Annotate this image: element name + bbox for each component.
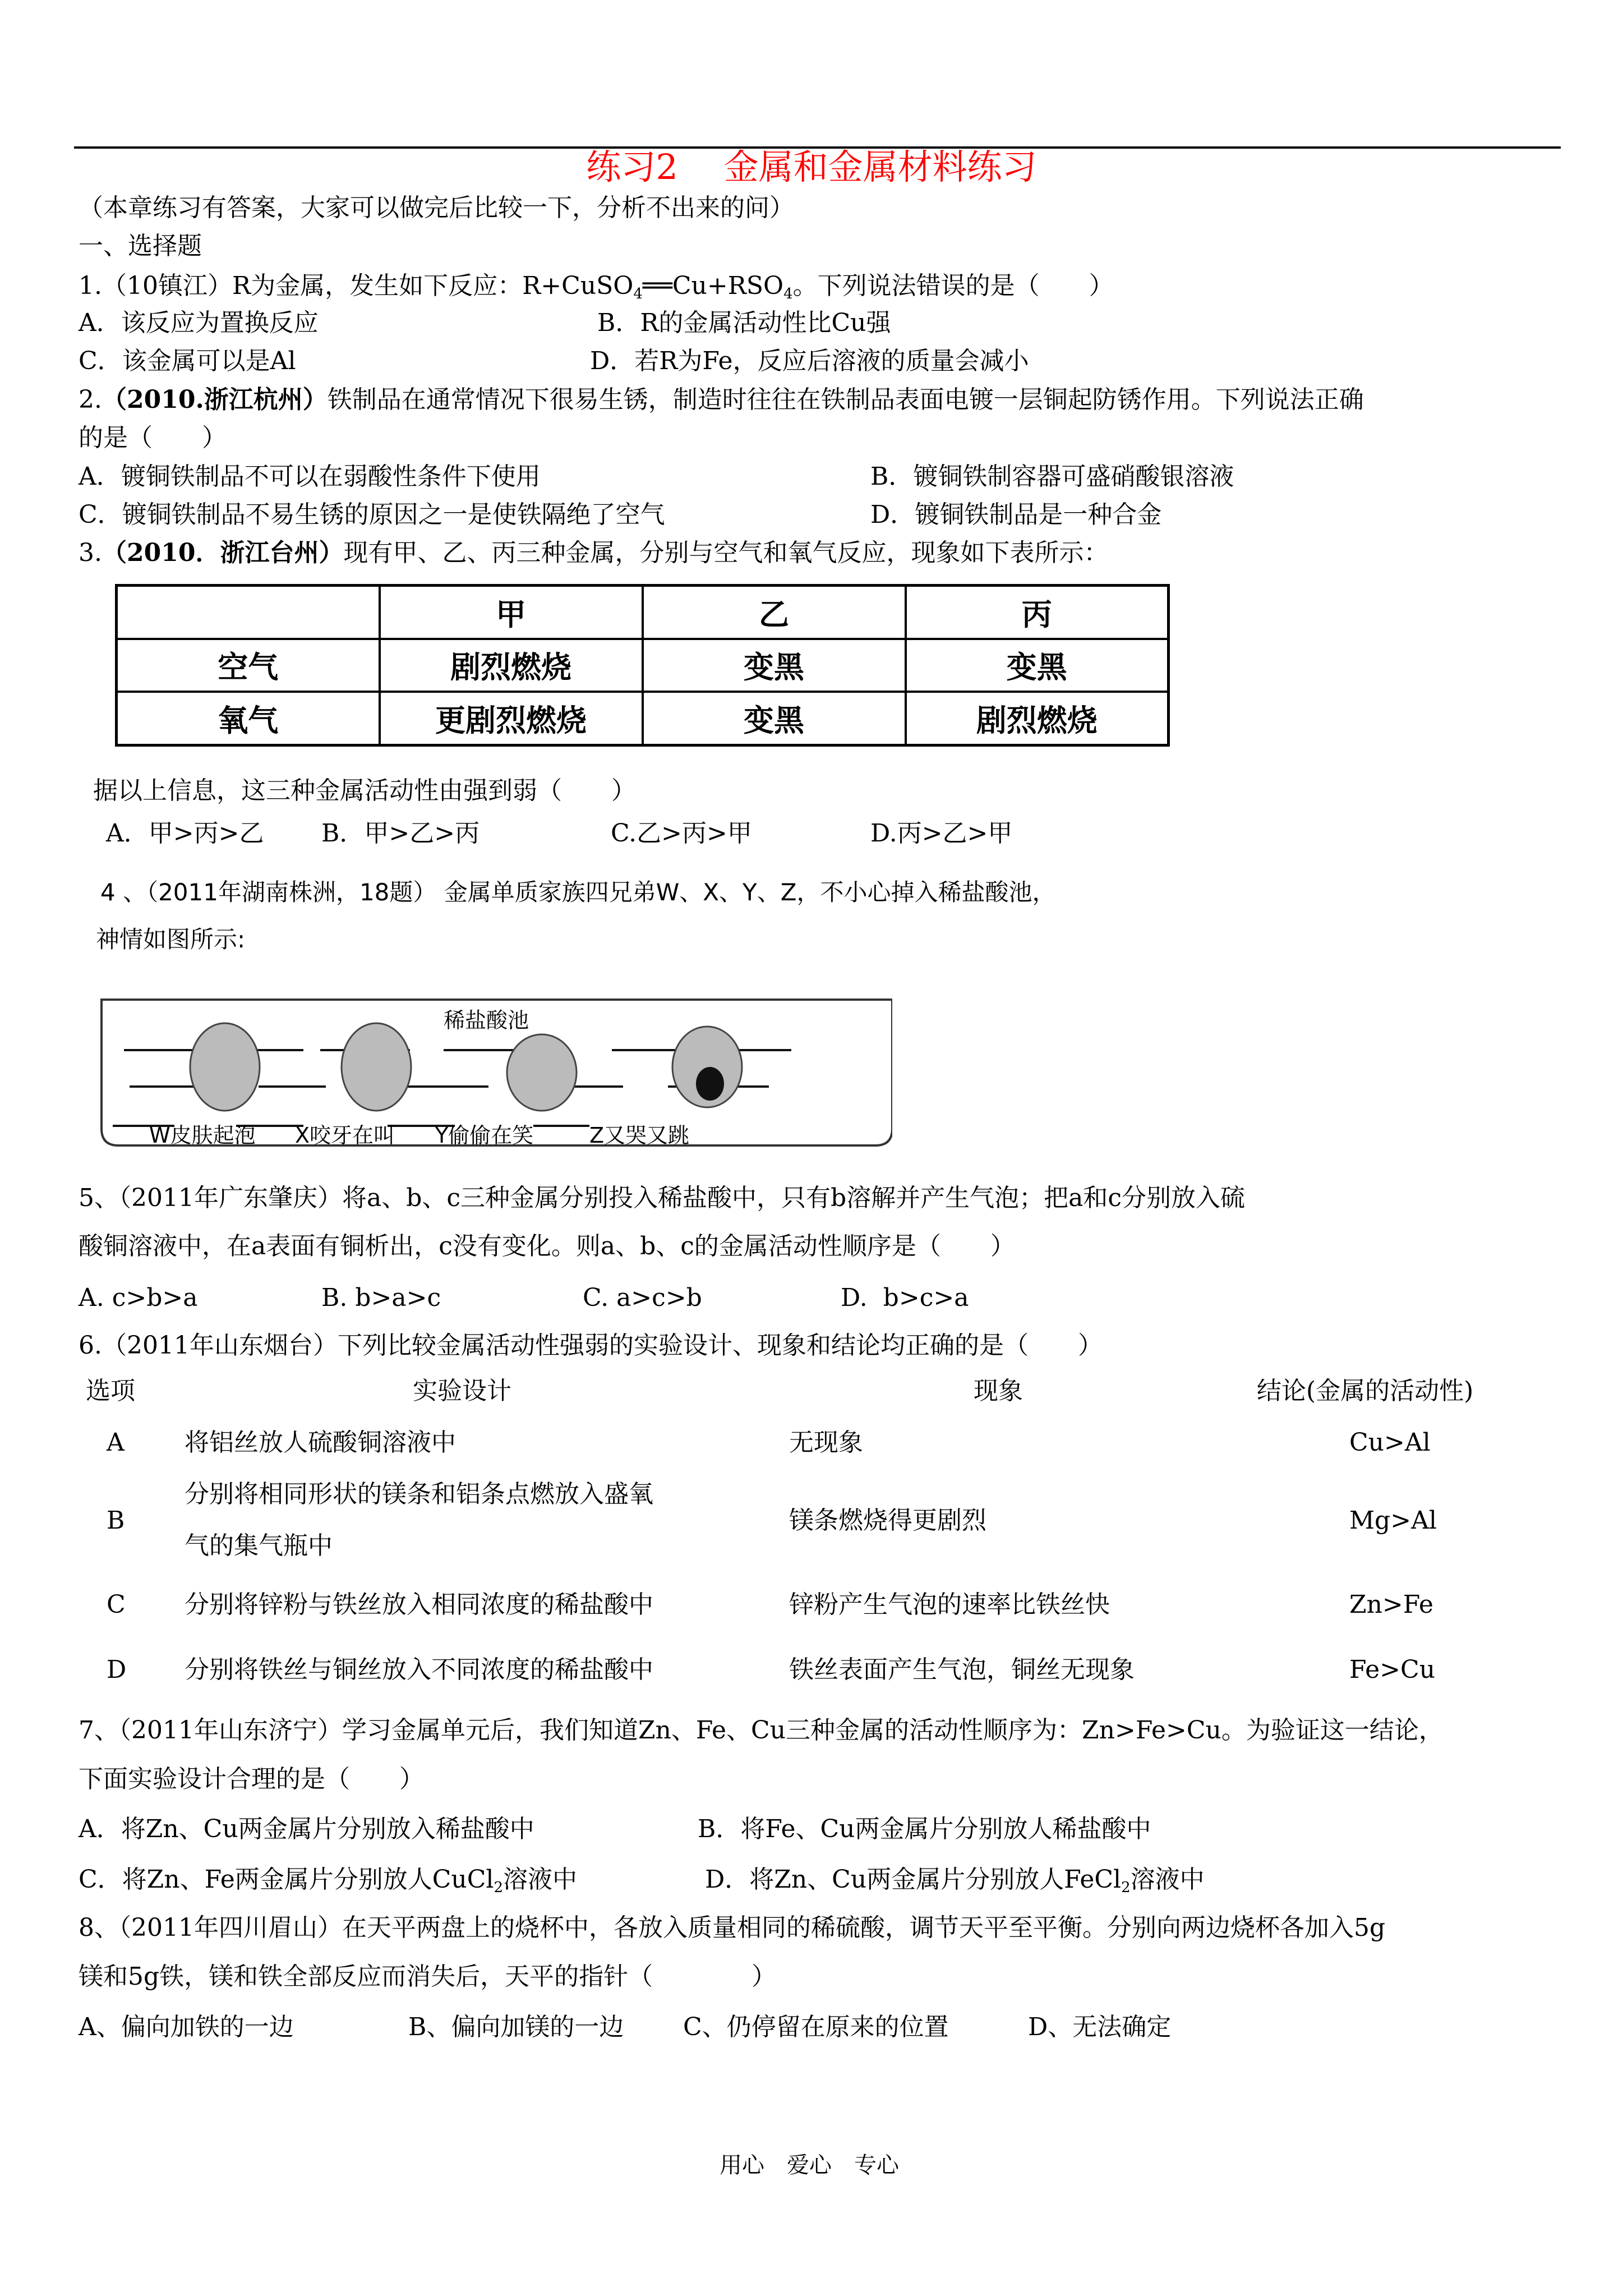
q1-option-c: C．该金属可以是Al bbox=[79, 347, 296, 375]
q6-row-d-design: 分别将铁丝与铜丝放入不同浓度的稀盐酸中 bbox=[185, 1655, 653, 1684]
table-cell: 乙 bbox=[643, 586, 906, 639]
q5-option-d: D. b>c>a bbox=[841, 1283, 969, 1312]
q6-header-option: 选项 bbox=[86, 1377, 135, 1405]
question-4-stem-cont: 神情如图所示: bbox=[96, 926, 246, 953]
table-cell: 变黑 bbox=[643, 692, 906, 745]
q3-reaction-table bbox=[115, 584, 1170, 747]
q6-header-design: 实验设计 bbox=[413, 1377, 511, 1405]
q8-option-c: C、仍停留在原来的位置 bbox=[683, 2013, 949, 2041]
table-cell: 丙 bbox=[906, 586, 1169, 639]
q6-row-b-option: B bbox=[107, 1506, 125, 1535]
q5-option-c: C. a>c>b bbox=[583, 1283, 702, 1312]
section-heading: 一、选择题 bbox=[79, 232, 202, 260]
question-3-stem: 3.（2010．浙江台州）现有甲、乙、丙三种金属，分别与空气和氧气反应，现象如下表所示： bbox=[79, 539, 1109, 567]
q7-option-d: D．将Zn、Cu两金属片分别放人FeCl$_2$溶液中 bbox=[705, 1865, 1205, 1896]
question-8-stem-cont: 镁和5g铁，镁和铁全部反应而消失后，天平的指针（ ） bbox=[79, 1962, 777, 1991]
crying-mouth bbox=[696, 1067, 724, 1101]
q6-row-b-conclusion: Mg>Al bbox=[1349, 1506, 1437, 1535]
table-header-row bbox=[117, 586, 1169, 639]
q6-row-b-design-cont: 气的集气瓶中 bbox=[185, 1531, 333, 1560]
q2-option-c: C．镀铜铁制品不易生锈的原因之一是使铁隔绝了空气 bbox=[79, 500, 665, 529]
q6-row-d-conclusion: Fe>Cu bbox=[1349, 1655, 1436, 1684]
table-cell: 变黑 bbox=[906, 639, 1169, 692]
q1-option-d: D．若R为Fe，反应后溶液的质量会减小 bbox=[590, 347, 1029, 375]
q6-header-phenomenon: 现象 bbox=[974, 1377, 1023, 1405]
figure-label-z: Z又哭又跳 bbox=[589, 1123, 690, 1148]
q3-option-a: A．甲>丙>乙 bbox=[106, 819, 264, 848]
question-5-stem: 5、（2011年广东肇庆）将a、b、c三种金属分别投入稀盐酸中，只有b溶解并产生气泡；把a和c分别放入硫 bbox=[79, 1184, 1246, 1212]
q6-row-c-design: 分别将锌粉与铁丝放入相同浓度的稀盐酸中 bbox=[185, 1590, 653, 1619]
figure-label-w: W皮肤起泡 bbox=[149, 1123, 256, 1148]
q2-option-d: D．镀铜铁制品是一种合金 bbox=[870, 500, 1162, 529]
q6-row-a-conclusion: Cu>Al bbox=[1349, 1428, 1431, 1457]
table-cell: 空气 bbox=[117, 639, 380, 692]
intro-note: （本章练习有答案，大家可以做完后比较一下，分析不出来的问） bbox=[79, 194, 794, 222]
q6-row-b-design: 分别将相同形状的镁条和铝条点燃放入盛氧 bbox=[185, 1480, 653, 1508]
q3-question: 据以上信息，这三种金属活动性由强到弱（ ） bbox=[93, 776, 636, 805]
question-2-stem: 2.（2010.浙江杭州）铁制品在通常情况下很易生锈，制造时往往在铁制品表面电镀一层铜起防锈作用。下列说法正确 bbox=[79, 385, 1364, 414]
page-title: 练习2 金属和金属材料练习 bbox=[586, 146, 1037, 187]
q8-option-a: A、偏向加铁的一边 bbox=[79, 2013, 294, 2041]
metal-x-character bbox=[342, 1023, 411, 1111]
q6-row-b-phenomenon: 镁条燃烧得更剧烈 bbox=[789, 1506, 986, 1535]
table-cell: 更剧烈燃烧 bbox=[380, 692, 643, 745]
q1-option-b: B．R的金属活动性比Cu强 bbox=[597, 309, 891, 337]
q7-option-a: A．将Zn、Cu两金属片分别放入稀盐酸中 bbox=[79, 1815, 534, 1843]
q6-row-c-phenomenon: 锌粉产生气泡的速率比铁丝快 bbox=[789, 1590, 1110, 1619]
q3-option-c: C.乙>丙>甲 bbox=[611, 819, 752, 848]
figure-label-y: Y偷偷在笑 bbox=[435, 1123, 534, 1148]
q2-option-a: A．镀铜铁制品不可以在弱酸性条件下使用 bbox=[79, 462, 541, 491]
q6-row-c-conclusion: Zn>Fe bbox=[1349, 1590, 1433, 1619]
question-8-stem: 8、（2011年四川眉山）在天平两盘上的烧杯中，各放入质量相同的稀硫酸，调节天平至平衡。分别向两边烧杯各加入5g bbox=[79, 1913, 1386, 1942]
question-6-stem: 6.（2011年山东烟台）下列比较金属活动性强弱的实验设计、现象和结论均正确的是（ ） bbox=[79, 1331, 1103, 1360]
question-1-stem: 1.（10镇江）R为金属，发生如下反应：$R+CuSO_4══Cu+RSO_4$。下列说法错误的是（ ） bbox=[79, 272, 1114, 302]
acid-pool-figure bbox=[96, 988, 892, 1148]
q6-header-conclusion: 结论(金属的活动性) bbox=[1257, 1377, 1474, 1405]
q6-row-d-option: D bbox=[107, 1655, 127, 1684]
q8-option-d: D、无法确定 bbox=[1028, 2013, 1172, 2041]
q6-row-c-option: C bbox=[107, 1590, 126, 1619]
table-cell: 变黑 bbox=[643, 639, 906, 692]
metal-y-character bbox=[507, 1034, 577, 1111]
table-row bbox=[117, 692, 1169, 745]
q6-row-a-option: A bbox=[107, 1428, 125, 1457]
pool-label: 稀盐酸池 bbox=[444, 1008, 529, 1033]
q5-option-a: A. c>b>a bbox=[79, 1283, 198, 1312]
question-2-stem-cont: 的是（ ） bbox=[79, 424, 227, 452]
q3-option-d: D.丙>乙>甲 bbox=[870, 819, 1013, 848]
q7-option-b: B．将Fe、Cu两金属片分别放人稀盐酸中 bbox=[698, 1815, 1151, 1843]
table-cell: 剧烈燃烧 bbox=[380, 639, 643, 692]
question-7-stem: 7、（2011年山东济宁）学习金属单元后，我们知道Zn、Fe、Cu三种金属的活动性顺序为：Zn>Fe>Cu。为验证这一结论， bbox=[79, 1716, 1444, 1745]
q6-row-a-design: 将铝丝放人硫酸铜溶液中 bbox=[185, 1428, 456, 1457]
q1-option-a: A．该反应为置换反应 bbox=[79, 309, 319, 337]
q6-row-a-phenomenon: 无现象 bbox=[789, 1428, 863, 1457]
q8-option-b: B、偏向加镁的一边 bbox=[408, 2013, 624, 2041]
q6-row-d-phenomenon: 铁丝表面产生气泡，铜丝无现象 bbox=[789, 1655, 1135, 1684]
q5-option-b: B. b>a>c bbox=[321, 1283, 441, 1312]
page-footer: 用心 爱心 专心 bbox=[720, 2152, 899, 2178]
q2-option-b: B．镀铜铁制容器可盛硝酸银溶液 bbox=[870, 462, 1234, 491]
figure-label-x: X咬牙在叫 bbox=[295, 1123, 395, 1148]
question-4-stem: 4 、（2011年湖南株洲，18题） 金属单质家族四兄弟W、X、Y、Z，不小心掉入稀盐酸池， bbox=[100, 878, 1056, 906]
metal-w-character bbox=[190, 1023, 260, 1111]
table-cell: 剧烈燃烧 bbox=[906, 692, 1169, 745]
question-5-stem-cont: 酸铜溶液中，在a表面有铜析出，c没有变化。则a、b、c的金属活动性顺序是（ ） bbox=[79, 1232, 1015, 1260]
question-7-stem-cont: 下面实验设计合理的是（ ） bbox=[79, 1765, 424, 1793]
q3-option-b: B．甲>乙>丙 bbox=[321, 819, 480, 848]
table-cell: 甲 bbox=[380, 586, 643, 639]
table-row bbox=[117, 639, 1169, 692]
q7-option-c: C．将Zn、Fe两金属片分别放人CuCl$_2$溶液中 bbox=[79, 1865, 578, 1896]
table-cell: 氧气 bbox=[117, 692, 380, 745]
table-cell bbox=[117, 586, 380, 639]
